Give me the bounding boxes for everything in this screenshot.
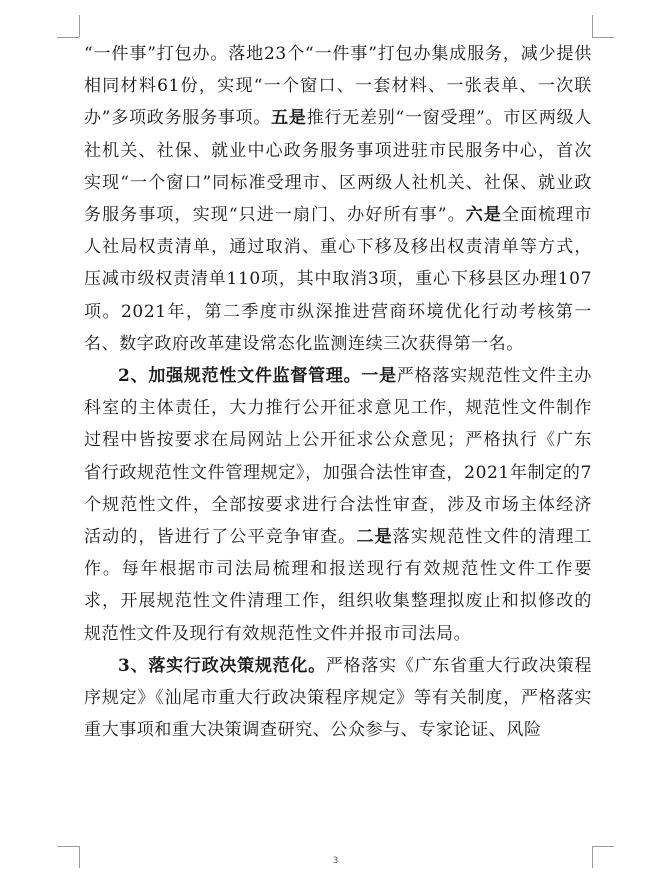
text-run: 推行无差别“一窗受理”。市区两级人社机关、社保、就业中心政务服务事项进驻市民服务中心，首次实现“一个窗口”同标准受理市、区两级人社机关、社保、就业政务服务事项，实现“只进一扇门、办好所有事”。 — [84, 108, 592, 226]
crop-mark-top-right-v — [592, 15, 593, 37]
body-text — [84, 38, 592, 746]
text-run: 严格落实《广东省重大行政决策程序规定》《汕尾市重大行政决策程序规定》等有关制度，严格落实重大事项和重大决策调查研究、公众参与、专家论证、风险 — [84, 655, 593, 741]
crop-mark-top-left-h — [57, 37, 79, 38]
section-heading: 2、加强规范性文件监督管理。 — [118, 366, 362, 387]
crop-mark-top-left-v — [79, 15, 80, 37]
crop-mark-bottom-right-h — [592, 846, 614, 847]
bold-run: 二是 — [356, 527, 393, 548]
bold-run: 五是 — [271, 108, 307, 129]
text-run: 全面梳理市人社局权责清单，通过取消、重心下移及移出权责清单等方式，压减市级权责清单110项，其中取消3项，重心下移县区办理107项。2021年，第二季度市纵深推进营商环境优化行动考核第一名、数字政府改革建设常态化监测连续三次获得第一名。 — [84, 205, 592, 354]
crop-mark-top-right-h — [592, 37, 614, 38]
paragraph — [84, 360, 592, 650]
section-heading: 3、落实行政决策规范化。 — [118, 655, 326, 676]
text-run: 落实规范性文件的清理工作。每年根据市司法局梳理和报送现行有效规范性文件工作要求，开展规范性文件清理工作，组织收集整理拟废止和拟修改的规范性文件及现行有效规范性文件并报市司法局。 — [84, 527, 592, 644]
crop-mark-bottom-left-h — [57, 846, 79, 847]
bold-run: 六是 — [465, 205, 502, 226]
paragraph — [84, 38, 592, 360]
paragraph — [84, 650, 592, 747]
bold-run: 一是 — [361, 366, 397, 387]
page-number: 3 — [332, 856, 339, 866]
text-run: “一件事”打包办。落地23个“一件事”打包办集成服务，减少提供相同材料61份，实现“一个窗口、一套材料、一张表单、一次联办”多项政务服务事项。 — [84, 44, 592, 129]
text-run: 严格落实规范性文件主办科室的主体责任，大力推行公开征求意见工作，规范性文件制作过程中皆按要求在局网站上公开征求公众意见；严格执行《广东省行政规范性文件管理规定》，加强合法性审查，2021年制定的7个规范性文件，全部按要求进行合法性审查，涉及市场主体经济活动的，皆进行了公平竞争审查。 — [84, 366, 592, 548]
